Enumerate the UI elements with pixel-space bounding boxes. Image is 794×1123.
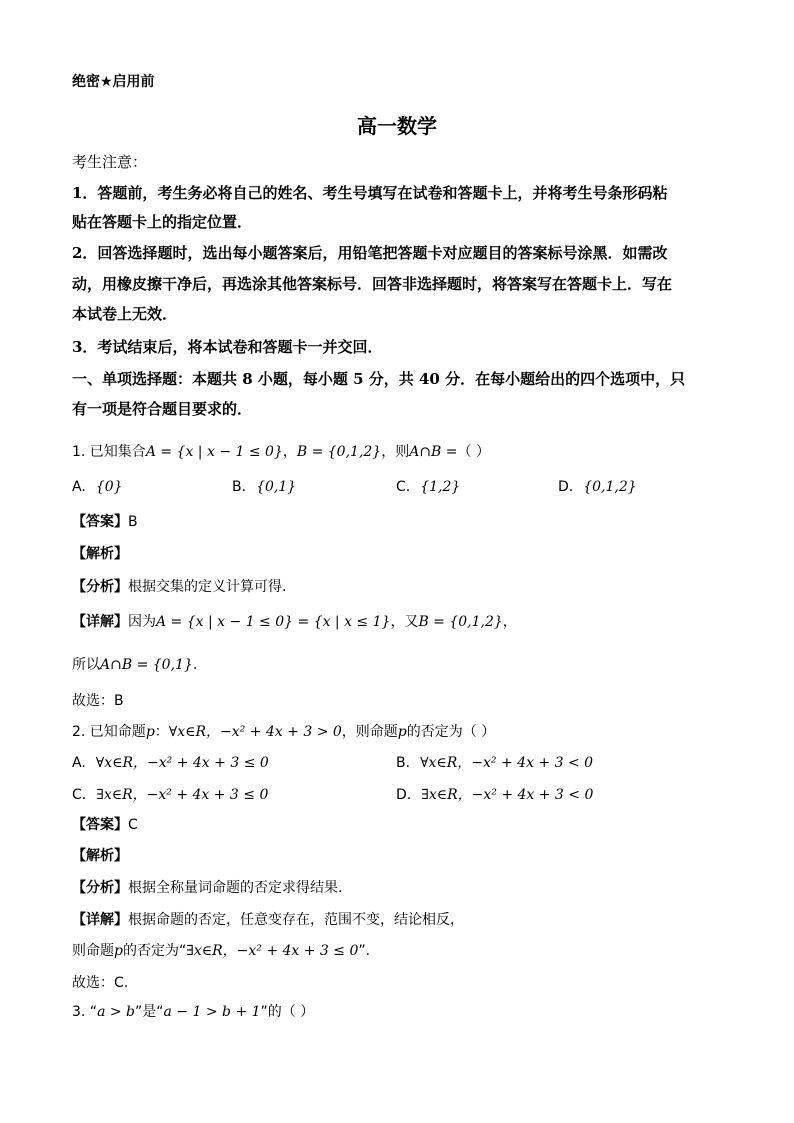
notice-item-2a: 2．回答选择题时，选出每小题答案后，用铅笔把答题卡对应题目的答案标号涂黑．如需改 <box>72 244 668 262</box>
q2-mid: ，则命题 <box>341 724 398 740</box>
option-value: ∀x∈R，−x² + 4x + 3 ≤ 0 <box>95 755 269 771</box>
q1-answer <box>72 512 138 532</box>
conclusion-math: A∩B = {0,1} <box>100 657 193 673</box>
option-label: D. <box>558 479 574 495</box>
conclusion-text-b: 的否定为“ <box>122 943 187 959</box>
option-label: C. <box>72 787 87 803</box>
option-label: A. <box>72 755 86 771</box>
q2-option-b <box>396 753 593 773</box>
section-heading-2: 有一项是符合题目要求的． <box>72 400 253 418</box>
fenxi-tag: 【分析】 <box>72 880 128 896</box>
q1-option-b <box>232 477 296 497</box>
option-label: D. <box>396 787 412 803</box>
question-2-stem <box>72 722 495 742</box>
fenxi-tag: 【分析】 <box>72 579 128 595</box>
q2-option-d <box>396 785 593 805</box>
q3-math-2: a − 1 > b + 1 <box>163 1004 261 1020</box>
notice-item-1b: 贴在答题卡上的指定位置． <box>72 213 253 231</box>
notice-item-1a: 1．答题前，考生务必将自己的姓名、考生号填写在试卷和答题卡上，并将考生号条形码粘 <box>72 184 668 202</box>
q1-expr: A∩B = <box>409 444 458 460</box>
confidential-mark: 绝密★启用前 <box>72 74 155 90</box>
option-label: B. <box>396 755 411 771</box>
xiangjie-math-1: A = {x | x − 1 ≤ 0} = {x | x ≤ 1} <box>156 614 391 630</box>
q2-suffix: 的否定为（ ） <box>406 724 496 740</box>
q2-fenxi <box>72 878 342 898</box>
q1-paren: （ ） <box>457 444 490 460</box>
q1-set-b: B = {0,1,2} <box>296 444 382 460</box>
option-value: ∀x∈R，−x² + 4x + 3 < 0 <box>420 755 594 771</box>
question-1-stem <box>72 442 490 462</box>
option-value: ∃x∈R，−x² + 4x + 3 ≤ 0 <box>96 787 269 803</box>
q2-analysis-tag: 【解析】 <box>72 848 128 864</box>
fenxi-text: 根据全称量词命题的否定求得结果. <box>128 880 343 896</box>
conclusion-p: p <box>114 943 123 959</box>
q1-conclusion <box>72 655 197 675</box>
q2-xiangjie <box>72 910 464 930</box>
q2-option-a <box>72 753 269 773</box>
q2-p: p <box>145 724 155 740</box>
q1-fenxi <box>72 577 286 597</box>
q1-xiangjie <box>72 612 517 632</box>
notice-heading: 考生注意： <box>72 153 148 171</box>
question-3-stem <box>72 1002 314 1022</box>
q1-choose: 故选：B <box>72 693 124 709</box>
conclusion-text-c: ”. <box>358 943 371 959</box>
q1-prefix: 1. 已知集合 <box>72 444 146 460</box>
q1-analysis-tag: 【解析】 <box>72 546 128 562</box>
q1-option-a <box>72 477 123 497</box>
q3-prefix: 3. “ <box>72 1004 98 1020</box>
xiangjie-math-2: B = {0,1,2} <box>418 614 503 630</box>
xiangjie-tag: 【详解】 <box>72 912 128 928</box>
notice-item-2c: 本试卷上无效． <box>72 305 178 323</box>
answer-value: B <box>128 514 138 530</box>
option-label: B. <box>232 479 247 495</box>
option-value: {0,1} <box>256 479 297 495</box>
q2-option-c <box>72 785 268 805</box>
xiangjie-tag: 【详解】 <box>72 614 128 630</box>
q2-p2: p <box>397 724 407 740</box>
q1-mid: ，则 <box>381 444 410 460</box>
q3-math-1: a > b <box>97 1004 136 1020</box>
fenxi-text: 根据交集的定义计算可得. <box>128 579 287 595</box>
q2-prefix: 2. 已知命题 <box>72 724 146 740</box>
conclusion-text-b: . <box>192 657 198 673</box>
q1-sep: ， <box>282 444 297 460</box>
q2-choose: 故选：C. <box>72 975 129 991</box>
option-value: {1,2} <box>420 479 461 495</box>
q2-conclusion <box>72 941 370 961</box>
option-value: {0} <box>95 479 123 495</box>
option-value: {0,1,2} <box>583 479 637 495</box>
option-label: A. <box>72 479 86 495</box>
q1-option-c <box>396 477 460 497</box>
q2-answer <box>72 815 138 835</box>
q3-suffix: ”的（ ） <box>260 1004 315 1020</box>
conclusion-text-a: 所以 <box>72 657 100 673</box>
xiangjie-text-c: ， <box>502 614 517 630</box>
conclusion-math: ∃x∈R，−x² + 4x + 3 ≤ 0 <box>186 943 359 959</box>
option-value: ∃x∈R，−x² + 4x + 3 < 0 <box>421 787 594 803</box>
notice-item-2b: 动，用橡皮擦干净后，再选涂其他答案标号．回答非选择题时，将答案写在答题卡上．写在 <box>72 275 673 293</box>
q2-statement: ∀x∈R，−x² + 4x + 3 > 0 <box>168 724 342 740</box>
page-title: 高一数学 <box>357 114 437 138</box>
option-label: C. <box>396 479 411 495</box>
notice-item-3: 3．考试结束后，将本试卷和答题卡一并交回． <box>72 338 383 356</box>
answer-tag: 【答案】 <box>72 514 128 530</box>
q3-mid: ”是“ <box>135 1004 164 1020</box>
answer-tag: 【答案】 <box>72 817 128 833</box>
xiangjie-text-a: 因为 <box>128 614 156 630</box>
q2-colon: ： <box>154 724 169 740</box>
q1-option-d <box>558 477 637 497</box>
answer-value: C <box>128 817 138 833</box>
conclusion-text-a: 则命题 <box>72 943 114 959</box>
xiangjie-text: 根据命题的否定，任意变存在，范围不变，结论相反， <box>128 912 464 928</box>
section-heading-1: 一、单项选择题：本题共 8 小题，每小题 5 分，共 40 分．在每小题给出的四个选项中，只 <box>72 370 686 388</box>
q1-set-a: A = {x | x − 1 ≤ 0} <box>145 444 283 460</box>
xiangjie-text-b: ，又 <box>390 614 419 630</box>
